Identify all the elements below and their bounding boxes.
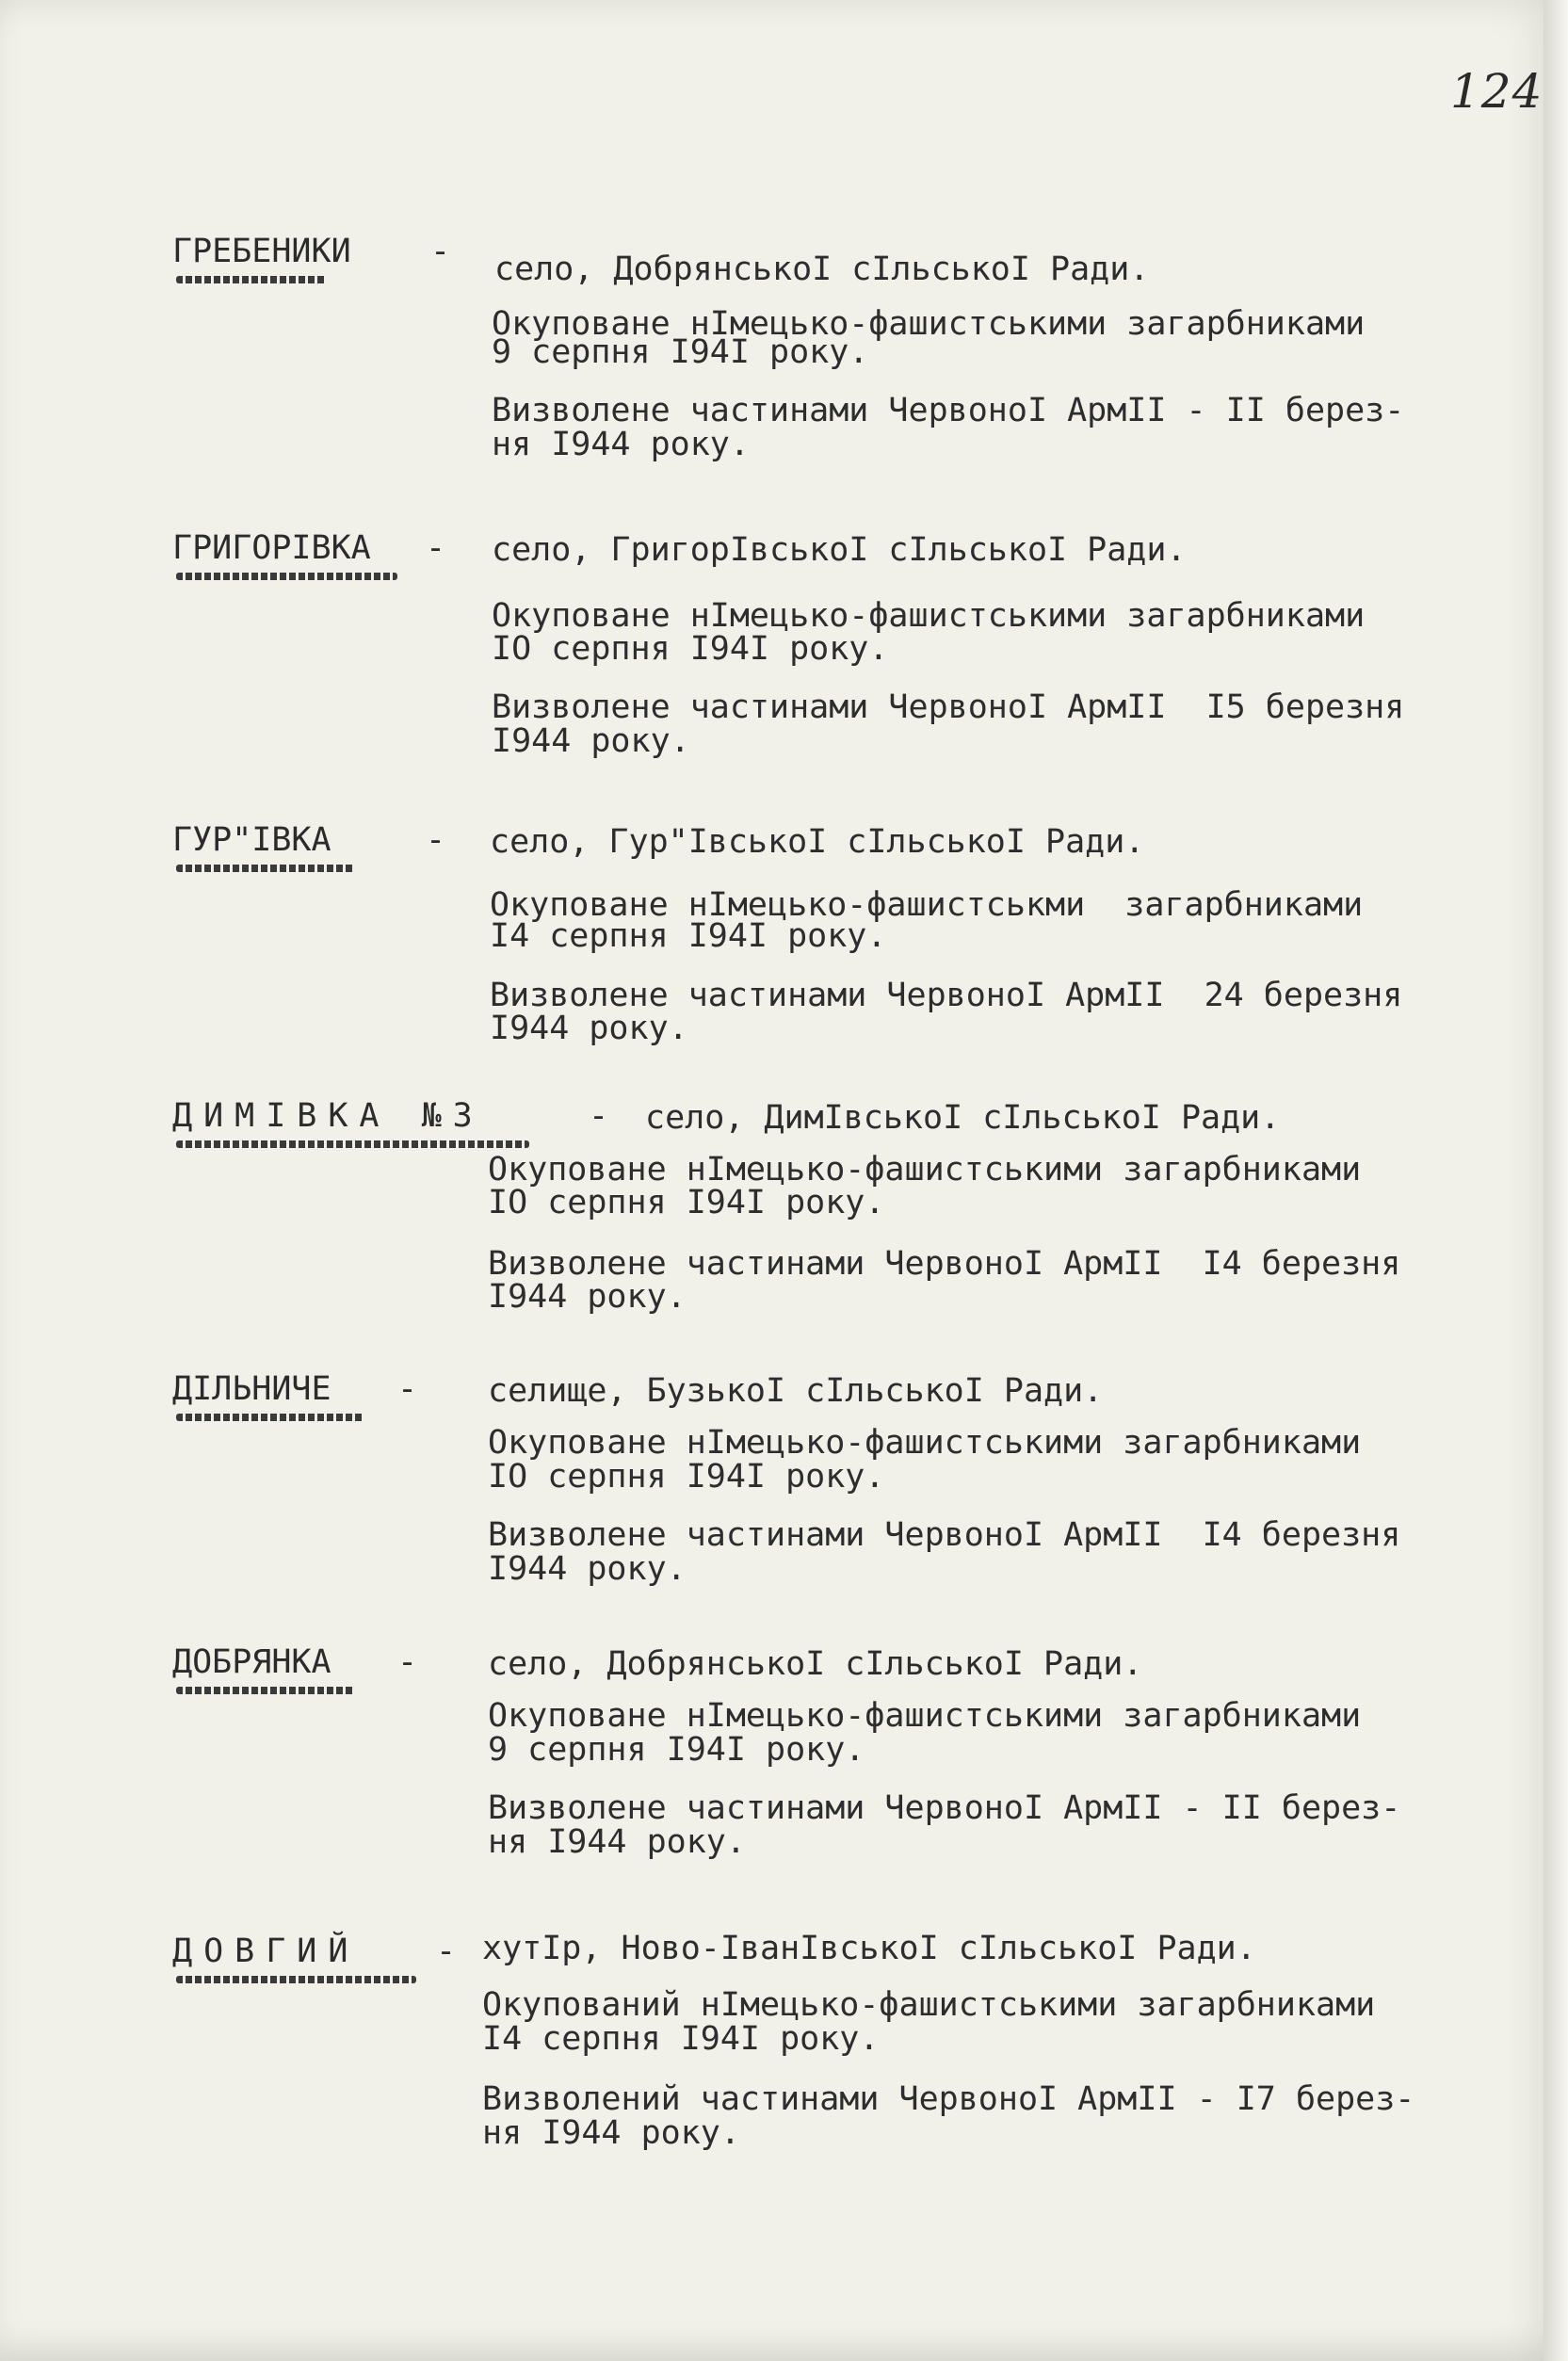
occupied-line-2: 9 серпня І94І року. — [488, 1731, 865, 1769]
name-underline — [176, 276, 327, 283]
name-underline — [176, 573, 397, 580]
occupied-line-1: Окуповане нІмецько-фашистськими загарбниками — [488, 1151, 1362, 1189]
liberated-line-2: ня І944 року. — [482, 2114, 740, 2152]
occupied-line-1: Окуповане нІмецько-фашистськими загарбниками — [488, 1424, 1362, 1462]
settlement-type-line: хутІр, Ново-ІванІвськоІ сІльськоІ Ради. — [482, 1930, 1256, 1967]
liberated-line-1: Визволене частинами ЧервоноІ АрмІІ 24 березня — [490, 977, 1403, 1014]
liberated-line-2: І944 року. — [492, 722, 690, 760]
occupied-line-1: Окуповане нІмецько-фашистськими загарбниками — [492, 305, 1366, 343]
name-underline — [176, 1687, 355, 1694]
occupied-line-1: Окуповане нІмецько-фашистськими загарбниками — [488, 1697, 1362, 1735]
page-edge-shadow — [1544, 0, 1568, 2361]
liberated-line-1: Визволений частинами ЧервоноІ АрмІІ - І7 берез- — [482, 2080, 1415, 2118]
occupied-line-1: Окуповане нІмецько-фашистськими загарбниками — [492, 597, 1366, 635]
name-underline — [176, 1976, 416, 1983]
liberated-line-1: Визволене частинами ЧервоноІ АрмІІ І5 березня — [492, 688, 1405, 726]
liberated-line-1: Визволене частинами ЧервоноІ АрмІІ - ІІ берез- — [488, 1789, 1401, 1827]
liberated-line-1: Визволене частинами ЧервоноІ АрмІІ - ІІ берез- — [492, 392, 1405, 429]
entry-name: ГРИГОРІВКА — [172, 529, 371, 567]
name-underline — [176, 1414, 364, 1421]
entry-dash: - — [426, 821, 446, 859]
entry-name: ГРЕБЕНИКИ — [172, 233, 351, 270]
occupied-line-1: Окупований нІмецько-фашистськими загарбниками — [482, 1986, 1376, 2024]
liberated-line-2: ня І944 року. — [488, 1823, 746, 1861]
occupied-line-2: І4 серпня І94І року. — [490, 917, 887, 955]
settlement-type-line: село, ДимІвськоІ сІльськоІ Ради. — [645, 1099, 1281, 1137]
page-number: 124 — [1450, 64, 1544, 119]
settlement-type-line: село, ГригорІвськоІ сІльськоІ Ради. — [492, 531, 1187, 569]
liberated-line-2: І944 року. — [488, 1278, 687, 1316]
entry-name: ГУР"ІВКА — [172, 821, 331, 859]
occupied-line-2: ІО серпня І94І року. — [488, 1184, 885, 1221]
entry-dash: - — [589, 1097, 609, 1135]
liberated-line-2: І944 року. — [488, 1550, 687, 1588]
entry-name: ДІЛЬНИЧЕ — [172, 1370, 331, 1408]
settlement-type-line: село, Гур"ІвськоІ сІльськоІ Ради. — [490, 823, 1145, 861]
entry-name: ДОБРЯНКА — [172, 1643, 331, 1681]
occupied-line-2: ІО серпня І94І року. — [488, 1458, 885, 1496]
liberated-line-2: І944 року. — [490, 1010, 688, 1047]
occupied-line-2: 9 серпня І94І року. — [492, 333, 869, 371]
entry-dash: - — [436, 1932, 457, 1970]
occupied-line-2: ІО серпня І94І року. — [492, 630, 889, 668]
name-underline — [176, 1140, 529, 1148]
occupied-line-2: І4 серпня І94І року. — [482, 2020, 880, 2058]
settlement-type-line: село, ДобрянськоІ сІльськоІ Ради. — [488, 1645, 1143, 1683]
entry-name: ДОВГИЙ — [172, 1932, 360, 1970]
liberated-line-2: ня І944 року. — [492, 426, 750, 463]
entry-dash: - — [397, 1370, 418, 1408]
liberated-line-1: Визволене частинами ЧервоноІ АрмІІ І4 березня — [488, 1516, 1401, 1554]
entry-dash: - — [426, 529, 446, 567]
entry-dash: - — [397, 1643, 418, 1681]
name-underline — [176, 865, 355, 872]
settlement-type-line: село, ДобрянськоІ сІльськоІ Ради. — [494, 251, 1150, 288]
liberated-line-1: Визволене частинами ЧервоноІ АрмІІ І4 березня — [488, 1245, 1401, 1283]
occupied-line-1: Окуповане нІмецько-фашистськми загарбниками — [490, 886, 1364, 924]
settlement-type-line: селище, БузькоІ сІльськоІ Ради. — [488, 1372, 1104, 1410]
entry-name: ДИМІВКА №3 — [172, 1097, 484, 1135]
entry-dash: - — [430, 233, 451, 270]
